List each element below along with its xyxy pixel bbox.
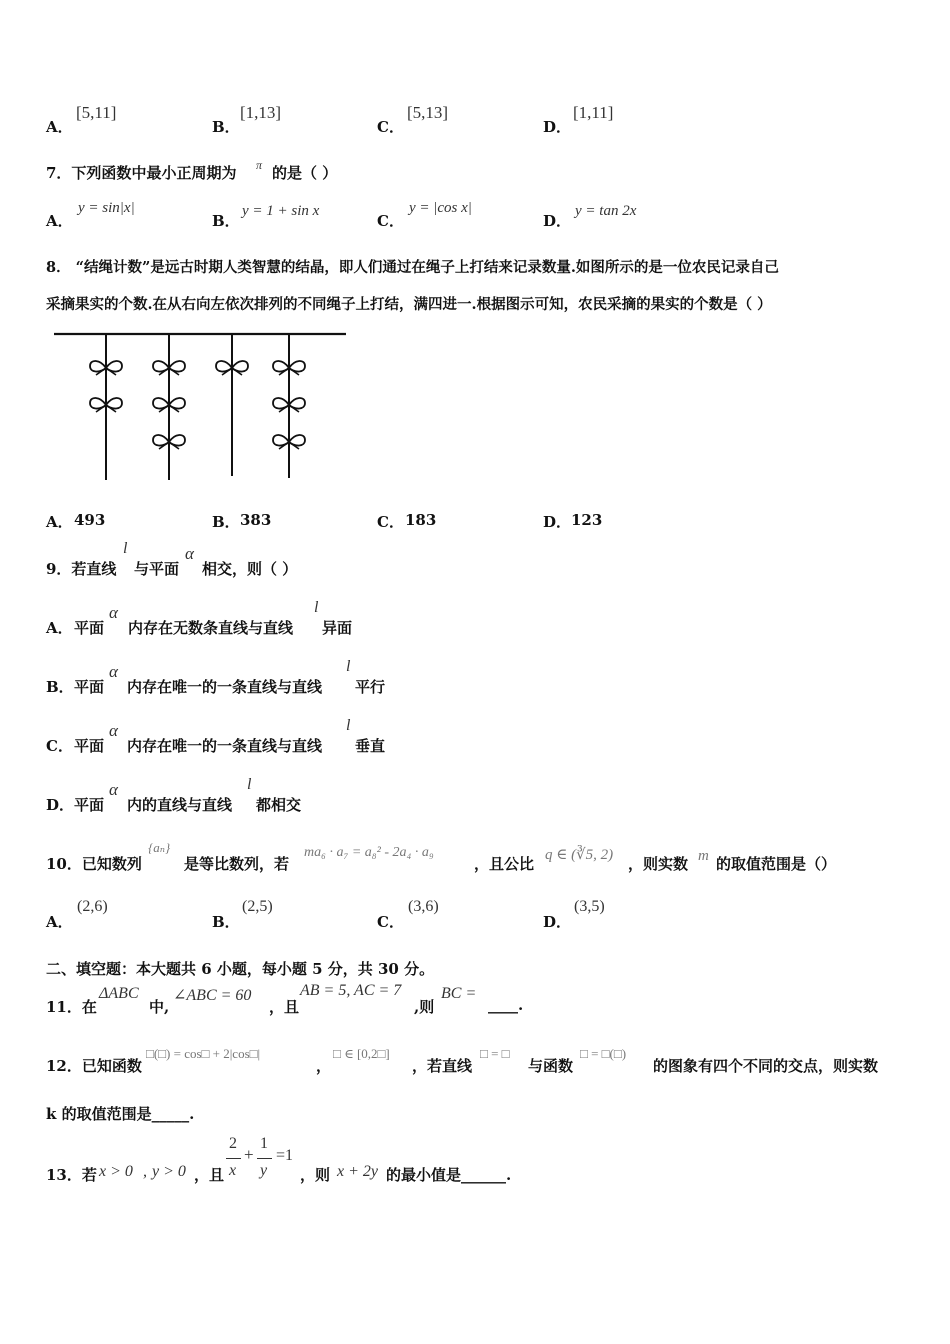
q7-option-c-value: y = |cos x| [409, 200, 472, 216]
q7-stem-post: 的是（ ） [272, 164, 338, 182]
q9-option-b-alpha: α [109, 662, 118, 681]
q8-stem-line2: 采摘果实的个数.在从右向左依次排列的不同绳子上打结，满四进一.根据图示可知，农民采摘的果实的个数是（ ） [46, 296, 772, 313]
q9-option-a-pre: 平面 [74, 619, 105, 637]
q10-stem-e: 的取值范围是（） [716, 855, 837, 873]
q9-option-c-alpha: α [109, 721, 118, 740]
q10-option-d-label: D． [543, 913, 572, 931]
q13-frac1-bar [226, 1158, 241, 1159]
q6-option-b-value: [1,13] [240, 103, 282, 122]
q7-option-a-label: A． [46, 212, 73, 230]
q13-frac2-bar [257, 1158, 272, 1159]
q11-bc: BC = [441, 985, 477, 1002]
q8-option-b-value: 383 [240, 511, 272, 529]
q9-option-a-alpha: α [109, 603, 118, 622]
q9-option-a-post: 异面 [322, 619, 353, 637]
q12-line2: k 的取值范围是_____. [46, 1105, 195, 1123]
q11-triangle: ΔABC [99, 985, 139, 1002]
q10-sequence: {aₙ} [148, 840, 171, 855]
q8-option-c-label: C． [377, 513, 404, 531]
q10-stem-c: ，且公比 [474, 855, 535, 873]
q9-option-d-alpha: α [109, 780, 118, 799]
q12-c: 与函数 [528, 1057, 574, 1075]
q9-plane-alpha: α [185, 544, 194, 563]
q12-a: 12．已知函数 [46, 1057, 142, 1075]
q7-pi-symbol: π [256, 158, 263, 172]
q11-c: ，且 [269, 998, 300, 1016]
q10-q-range: q ∈ (∛5, 2) [545, 847, 614, 863]
q9-option-a-mid: 内存在无数条直线与直线 [128, 619, 294, 637]
q6-option-c-value: [5,13] [407, 103, 449, 122]
q13-frac2-denominator: y [260, 1162, 268, 1179]
q9-option-d-pre: 平面 [74, 796, 105, 814]
q9-option-c-l: l [346, 717, 351, 734]
q11-blank: ____. [488, 996, 524, 1014]
q7-option-d-label: D． [543, 212, 572, 230]
q10-m: m [698, 848, 709, 864]
q9-option-a-l: l [314, 599, 319, 616]
q9-option-c-label: C． [46, 737, 73, 755]
q11-d: ,则 [414, 998, 435, 1016]
q10-option-d-value: (3,5) [574, 898, 605, 915]
q6-option-d-value: [1,11] [573, 103, 614, 122]
q9-stem-c: 相交，则（ ） [202, 560, 298, 578]
q6-option-a-value: [5,11] [76, 103, 117, 122]
q11-a: 11．在 [46, 998, 97, 1016]
q9-option-b-pre: 平面 [74, 678, 105, 696]
q10-option-a-value: (2,6) [77, 898, 108, 915]
q8-stem-line1: 8． “结绳计数”是远古时期人类智慧的结晶，即人们通过在绳子上打结来记录数量.如图所示的是一位农民记录自己 [46, 259, 779, 276]
q12-b: ，若直线 [412, 1057, 473, 1075]
q7-option-b-label: B． [212, 212, 240, 230]
q9-option-b-label: B． [46, 678, 74, 696]
q13-sep: , [143, 1163, 147, 1180]
q6-option-c-label: C． [377, 118, 404, 136]
q11-angle: ∠ABC = 60 [173, 987, 252, 1004]
q6-option-a-label: A． [46, 118, 73, 136]
q9-option-d-mid: 内的直线与直线 [127, 796, 233, 814]
q10-stem-d: ，则实数 [628, 855, 689, 873]
section-heading-fill-in: 二、填空题：本大题共 6 小题，每小题 5 分，共 30 分。 [46, 960, 435, 978]
q13-a: 13．若 [46, 1166, 97, 1184]
q13-x-cond: x > 0 [99, 1163, 133, 1180]
q13-frac1-denominator: x [229, 1162, 237, 1179]
q7-stem-pre: 7．下列函数中最小正周期为 [46, 164, 237, 182]
q9-option-b-post: 平行 [355, 678, 386, 696]
q7-option-a-value: y = sin|x| [78, 200, 135, 216]
q10-stem-b: 是等比数列，若 [184, 855, 290, 873]
q8-option-a-label: A． [46, 513, 73, 531]
q9-option-b-l: l [346, 658, 351, 675]
q8-option-d-label: D． [543, 513, 572, 531]
q9-option-c-pre: 平面 [74, 737, 105, 755]
q13-frac1-numerator: 2 [229, 1135, 237, 1152]
q9-stem-b: 与平面 [134, 560, 180, 578]
q12-d: 的图象有四个不同的交点，则实数 [653, 1057, 879, 1075]
q13-equals-one: =1 [276, 1147, 294, 1164]
q12-line: □ = □ [480, 1046, 510, 1061]
q10-equation: ma₆ · a₇ = a₈² - 2a₄ · a₉ [304, 845, 434, 860]
q8-option-b-label: B． [212, 513, 240, 531]
q8-option-d-value: 123 [571, 511, 603, 529]
q9-option-b-mid: 内存在唯一的一条直线与直线 [127, 678, 323, 696]
q7-option-d-value: y = tan 2x [575, 203, 637, 219]
q9-option-c-post: 垂直 [355, 737, 386, 755]
q7-option-c-label: C． [377, 212, 404, 230]
q12-comma: ， [316, 1057, 332, 1075]
q9-option-c-mid: 内存在唯一的一条直线与直线 [127, 737, 323, 755]
q12-g: □ = □(□) [580, 1046, 627, 1061]
q6-option-d-label: D． [543, 118, 572, 136]
q7-option-b-value: y = 1 + sin x [242, 203, 320, 219]
q9-option-d-label: D． [46, 796, 75, 814]
q10-option-c-label: C． [377, 913, 404, 931]
q12-function: □(□) = cos□ + 2|cos□| [146, 1046, 261, 1061]
q11-sides: AB = 5, AC = 7 [300, 982, 402, 999]
q13-expression: x + 2y [337, 1163, 378, 1180]
q8-option-c-value: 183 [405, 511, 437, 529]
q9-line-l: l [123, 540, 128, 557]
q13-plus: + [244, 1145, 254, 1164]
q8-option-a-value: 493 [74, 511, 106, 529]
q10-option-c-value: (3,6) [408, 898, 439, 915]
q10-option-b-label: B． [212, 913, 240, 931]
q13-frac2-numerator: 1 [260, 1135, 268, 1152]
q9-stem-a: 9．若直线 [46, 560, 117, 578]
q13-d: 的最小值是______. [386, 1166, 512, 1184]
q6-option-b-label: B． [212, 118, 240, 136]
q10-option-b-value: (2,5) [242, 898, 273, 915]
q9-option-a-label: A． [46, 619, 73, 637]
q13-y-cond: y > 0 [152, 1163, 186, 1180]
q9-option-d-l: l [247, 776, 252, 793]
q13-b: ，且 [194, 1166, 225, 1184]
q13-c: ，则 [300, 1166, 331, 1184]
q10-option-a-label: A． [46, 913, 73, 931]
q9-option-d-post: 都相交 [256, 796, 302, 814]
q12-domain: □ ∈ [0,2□] [333, 1046, 390, 1061]
q11-b: 中, [149, 998, 170, 1016]
knot-rope-figure [40, 328, 352, 488]
q10-stem-a: 10．已知数列 [46, 855, 142, 873]
